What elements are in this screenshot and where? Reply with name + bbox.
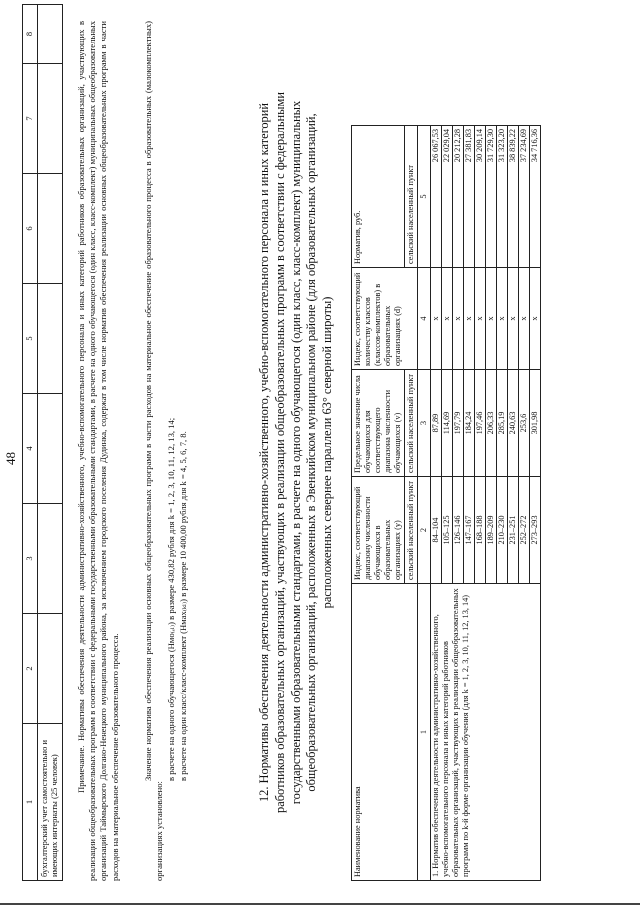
empty-cell bbox=[38, 614, 63, 724]
subheader-rural: сельский населенный пункт bbox=[405, 126, 418, 268]
note-paragraph-2: Значение норматива обеспечения реализации основных общеобразовательных программ в части расходов на материальное обеспечение образовательного процесса в образовательных (малокомплектных) организациях установлено: bbox=[143, 21, 165, 881]
cell-v: 184,24 bbox=[464, 370, 475, 477]
empty-cell bbox=[38, 174, 63, 284]
cell-v: 197,79 bbox=[453, 370, 464, 477]
cell-d: х bbox=[453, 268, 464, 370]
cell-d: х bbox=[475, 268, 486, 370]
cell-v: 206,33 bbox=[486, 370, 497, 477]
cell-y: 126–146 bbox=[453, 477, 464, 584]
cell-v: 87,89 bbox=[431, 370, 442, 477]
subheader-rural: сельский населенный пункт bbox=[405, 477, 418, 584]
cell-d: х bbox=[464, 268, 475, 370]
empty-cell bbox=[38, 64, 63, 174]
header-index-y: Индекс, соответствующий диапазону численности обучающихся в образовательных организациях (y) bbox=[352, 477, 405, 584]
cell-y: 105–125 bbox=[442, 477, 453, 584]
cell-y: 168–188 bbox=[475, 477, 486, 584]
cell-y: 231–251 bbox=[508, 477, 519, 584]
cell-d: х bbox=[431, 268, 442, 370]
cell-v: 301,98 bbox=[530, 370, 541, 477]
cell-y: 84–104 bbox=[431, 477, 442, 584]
cell-y: 210–230 bbox=[497, 477, 508, 584]
cell-y: 273–293 bbox=[530, 477, 541, 584]
subheader-rural: сельский населенный пункт bbox=[405, 370, 418, 477]
cell-norm: 34 716,36 bbox=[530, 126, 541, 268]
col-header-1: 1 bbox=[23, 724, 38, 881]
cell-norm: 30 209,14 bbox=[475, 126, 486, 268]
cell-d: х bbox=[486, 268, 497, 370]
page-number: 48 bbox=[3, 452, 18, 465]
note-paragraph-3: в расчете на одного обучающегося (Нмо₍ₑₗ₎) в размере 430,82 рубля для k = 1, 2, 3, 10, 11, 12, 13, 14; bbox=[166, 417, 176, 781]
empty-cell bbox=[38, 5, 63, 64]
cell-norm: 31 323,20 bbox=[497, 126, 508, 268]
col-header-7: 7 bbox=[23, 64, 38, 174]
col-header-8: 8 bbox=[23, 5, 38, 64]
col-header-6: 6 bbox=[23, 174, 38, 284]
cell-y: 189–209 bbox=[486, 477, 497, 584]
cell-v: 285,19 bbox=[497, 370, 508, 477]
col-header-4: 4 bbox=[23, 394, 38, 504]
cell-y: 147–167 bbox=[464, 477, 475, 584]
col-header-3: 3 bbox=[23, 504, 38, 614]
header-norm-name: Наименование норматива bbox=[352, 584, 418, 881]
cell-v: 114,69 bbox=[442, 370, 453, 477]
cell-d: х bbox=[519, 268, 530, 370]
cell-norm: 38 839,22 bbox=[508, 126, 519, 268]
col-header-2: 2 bbox=[23, 614, 38, 724]
cell-norm: 22 029,04 bbox=[442, 126, 453, 268]
cell-v: 253,6 bbox=[519, 370, 530, 477]
cell-norm: 20 212,28 bbox=[453, 126, 464, 268]
cell-v: 197,46 bbox=[475, 370, 486, 477]
col-number-1: 1 bbox=[418, 584, 431, 881]
header-limit-v: Предельное значение числа обучающихся для соответствующего диапазона численности обучающихся (v) bbox=[352, 370, 405, 477]
cell-norm: 37 234,69 bbox=[519, 126, 530, 268]
note-paragraph-4: в расчете на один класс/класс-комплект (Нмаx₍ₖₗ₎) в размере 10 400,00 рубля для k = 4, 5, 6, 7, 8. bbox=[178, 431, 188, 781]
section-heading: 12. Нормативы обеспечения деятельности административно-хозяйственного, учебно-вспомогательного персонала и иных категорий работников образовательных организаций, участвующих в реализации общеобразовательных программ в соответствии с федеральными государственными образовательными стандартами, в расчете на одного обучающегося (один класс, класс-комплект) муниципальных общеобразовательных организаций, расположенных в Эвенкийском муниципальном районе (для образовательных организаций, расположенных севернее параллели 63° северной широты) bbox=[257, 92, 335, 813]
header-norm-rub: Норматив, руб. bbox=[352, 126, 405, 268]
cell-d: х bbox=[508, 268, 519, 370]
cell-d: х bbox=[442, 268, 453, 370]
header-index-d: Индекс, соответствующий количеству классов (классов-комплектов) в образовательных организациях (d) bbox=[352, 268, 418, 370]
col-number-2: 2 bbox=[418, 477, 431, 584]
empty-cell bbox=[38, 284, 63, 394]
note-paragraph-1: Примечание. Нормативы обеспечения деятельности административно-хозяйственного, учебно-вспомогательного персонала и иных категорий работников образовательных организаций, участвующих в реализации общеобразовательных программ в соответствии с федеральными государственными образовательными стандартами, в расчете на одного обучающегося (один класс, класс-комплект) муниципальных общеобразовательных организаций Таймырского Долгано-Ненецкого муниципального района, за исключением городского поселения Дудинка, содержат в том числе норматив обеспечения реализации основных общеобразовательных программ в части расходов на материальное обеспечение образовательного процесса. bbox=[76, 21, 120, 881]
norms-table bbox=[351, 125, 541, 881]
cell-d: х bbox=[497, 268, 508, 370]
col-number-5: 5 bbox=[418, 126, 431, 268]
cell-norm: 26 067,53 bbox=[431, 126, 442, 268]
continuation-table bbox=[22, 4, 63, 881]
empty-cell bbox=[38, 394, 63, 504]
cell-d: х bbox=[530, 268, 541, 370]
empty-cell bbox=[38, 504, 63, 614]
norm-name-cell: 1. Норматив обеспечения деятельности административно-хозяйственного, учебно-вспомогательного персонала и иных категорий работников образовательных организаций, участвующих в реализации общеобразовательных программ по k-й форме организации обучения (для k = 1, 2, 3, 10, 11, 12, 13, 14) bbox=[431, 584, 541, 881]
cell-y: 252–272 bbox=[519, 477, 530, 584]
cell-norm: 27 381,83 bbox=[464, 126, 475, 268]
col-number-4: 4 bbox=[418, 268, 431, 370]
col-header-5: 5 bbox=[23, 284, 38, 394]
cell-norm: 31 729,30 bbox=[486, 126, 497, 268]
cell-v: 240,63 bbox=[508, 370, 519, 477]
row-label: бухгалтерский учет самостоятельно и имеющих интернаты (25 человек) bbox=[38, 724, 63, 881]
col-number-3: 3 bbox=[418, 370, 431, 477]
